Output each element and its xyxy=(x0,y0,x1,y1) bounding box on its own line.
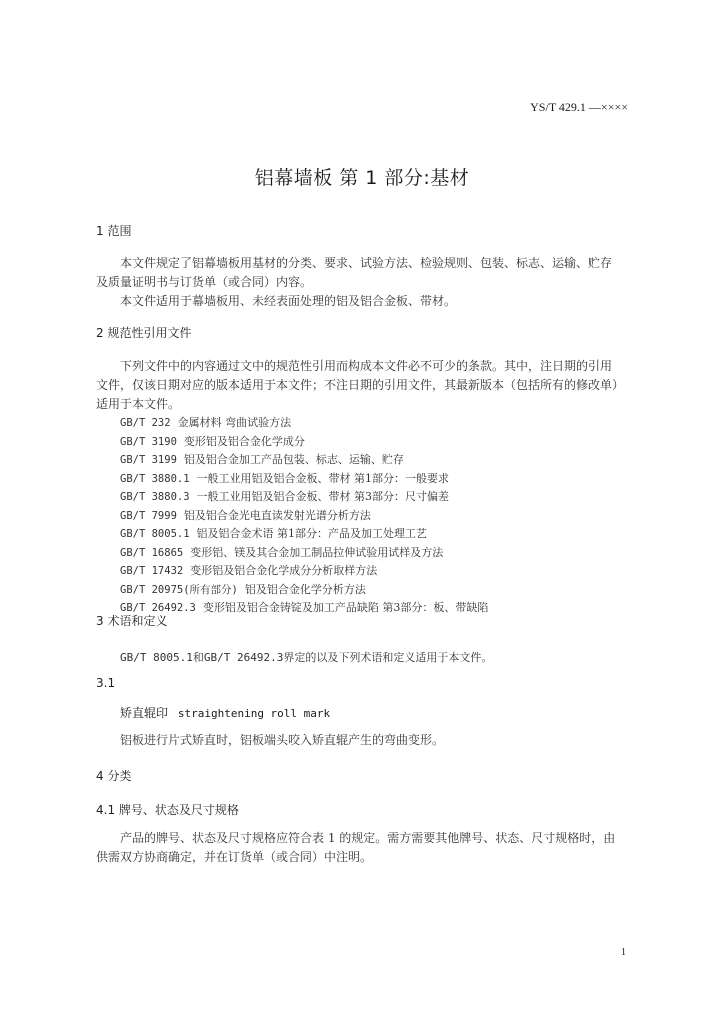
section-4-1-body xyxy=(96,829,630,867)
refs-intro-line-2: 文件，仅该日期对应的版本适用于本文件；不注日期的引用文件，其最新版本（包括所有的修改单） xyxy=(96,378,625,392)
page-number: 1 xyxy=(621,947,626,958)
term-chinese: 矫直辊印 xyxy=(120,706,169,720)
reference-item: GB/T 20975(所有部分) 铝及铝合金化学分析方法 xyxy=(120,582,366,596)
section-2-intro xyxy=(96,357,630,414)
reference-item: GB/T 26492.3 变形铝及铝合金铸锭及加工产品缺陷 第3部分：板、带缺陷 xyxy=(120,601,489,614)
reference-item: GB/T 16865 变形铝、镁及其合金加工制品拉伸试验用试样及方法 xyxy=(120,545,444,559)
refs-intro-line-3: 适用于本文件。 xyxy=(96,397,181,411)
reference-item: GB/T 3880.3 一般工业用铝及铝合金板、带材 第3部分：尺寸偏差 xyxy=(120,490,450,503)
refs-intro-line-1: 下列文件中的内容通过文中的规范性引用而构成本文件必不可少的条款。其中，注日期的引用 xyxy=(120,359,613,373)
section-3-heading: 3 术语和定义 xyxy=(96,614,168,628)
classification-line-1: 产品的牌号、状态及尺寸规格应符合表 1 的规定。需方需要其他牌号、状态、尺寸规格时，由 xyxy=(120,831,616,845)
section-1-heading: 1 范围 xyxy=(96,224,132,238)
classification-line-2: 供需双方协商确定，并在订货单（或合同）中注明。 xyxy=(96,850,373,864)
reference-item: GB/T 3190 变形铝及铝合金化学成分 xyxy=(120,434,305,448)
term-number: 3.1 xyxy=(96,676,116,690)
reference-item: GB/T 232 金属材料 弯曲试验方法 xyxy=(120,416,292,429)
section-1-body xyxy=(96,254,630,311)
standard-code: YS/T 429.1 —×××× xyxy=(530,100,628,114)
terms-intro: GB/T 8005.1和GB/T 26492.3界定的以及下列术语和定义适用于本文件。 xyxy=(120,651,493,664)
reference-item: GB/T 3880.1 一般工业用铝及铝合金板、带材 第1部分：一般要求 xyxy=(120,471,450,485)
scope-line-3: 本文件适用于幕墙板用、未经表面处理的铝及铝合金板、带材。 xyxy=(120,294,457,308)
section-2-heading: 2 规范性引用文件 xyxy=(96,326,192,340)
reference-item: GB/T 8005.1 铝及铝合金术语 第1部分：产品及加工处理工艺 xyxy=(120,527,428,540)
scope-line-2: 及质量证明书与订货单（或合同）内容。 xyxy=(96,275,313,289)
reference-item: GB/T 7999 铝及铝合金光电直读发射光谱分析方法 xyxy=(120,508,371,522)
term-english: straightening roll mark xyxy=(177,707,331,720)
reference-list xyxy=(120,414,488,618)
term-entry xyxy=(120,704,330,721)
term-definition: 铝板进行片式矫直时，铝板端头咬入矫直辊产生的弯曲变形。 xyxy=(120,733,445,747)
section-4-1-heading: 4.1 牌号、状态及尺寸规格 xyxy=(96,803,239,817)
section-4-heading: 4 分类 xyxy=(96,769,132,783)
document-title: 铝幕墙板 第 1 部分:基材 xyxy=(254,167,470,189)
scope-line-1: 本文件规定了铝幕墙板用基材的分类、要求、试验方法、检验规则、包装、标志、运输、贮存 xyxy=(120,256,613,270)
reference-item: GB/T 3199 铝及铝合金加工产品包装、标志、运输、贮存 xyxy=(120,453,404,466)
reference-item: GB/T 17432 变形铝及铝合金化学成分分析取样方法 xyxy=(120,564,378,577)
